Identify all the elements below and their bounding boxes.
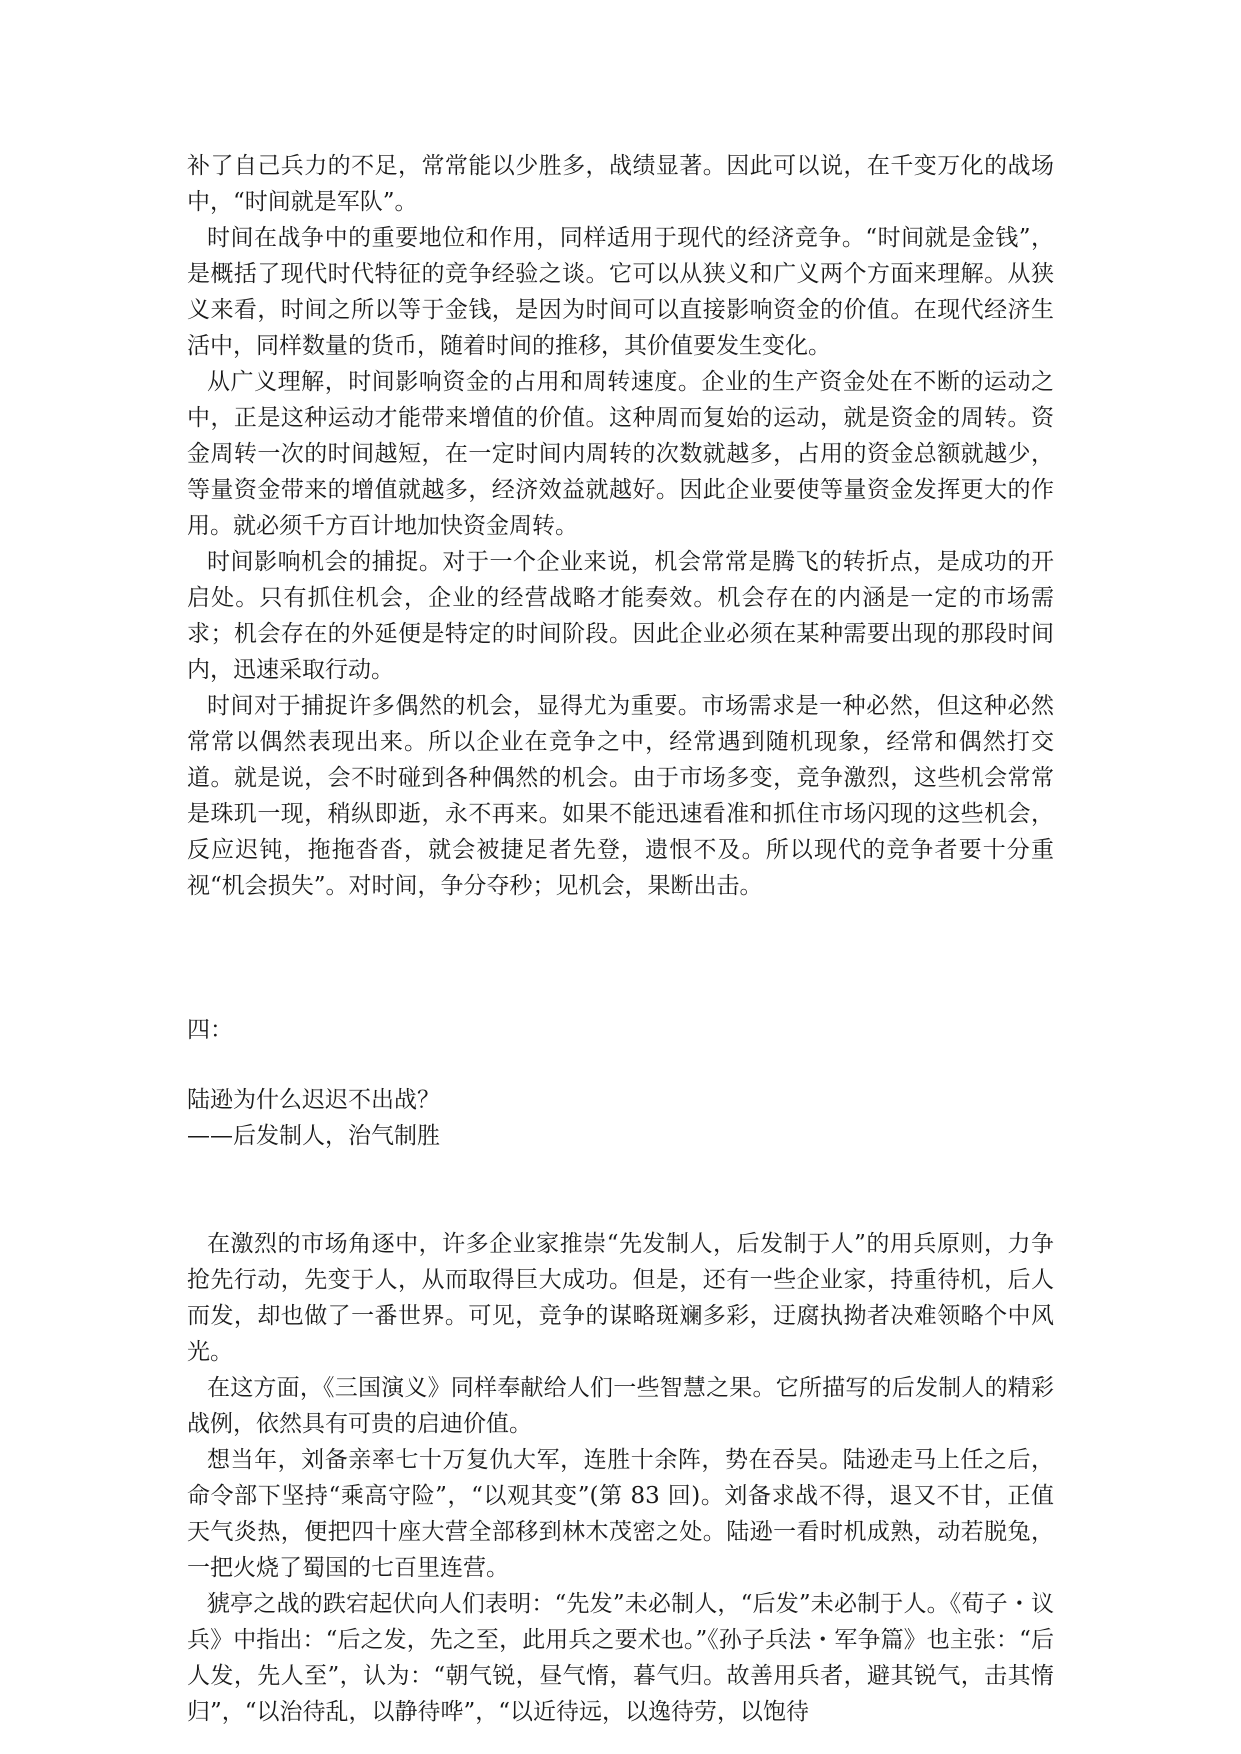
body-paragraph: 在激烈的市场角逐中，许多企业家推崇“先发制人，后发制于人”的用兵原则，力争抢先行动，先变于人，从而取得巨大成功。但是，还有一些企业家，持重待机，后人而发，却也做了一番世界。可见，竞争的谋略斑斓多彩，迂腐执拗者决难领略个中风光。	[187, 1231, 1054, 1365]
body-paragraph: 补了自己兵力的不足，常常能以少胜多，战绩显著。因此可以说，在千变万化的战场中，“时间就是军队”。	[187, 153, 1054, 215]
section-subtitle: ——后发制人，治气制胜	[187, 1123, 440, 1149]
body-paragraph: 时间在战争中的重要地位和作用，同样适用于现代的经济竞争。“时间就是金钱”，是概括了现代时代特征的竞争经验之谈。它可以从狭义和广义两个方面来理解。从狭义来看，时间之所以等于金钱，是因为时间可以直接影响资金的价值。在现代经济生活中，同样数量的货币，随着时间的推移，其价值要发生变化。	[187, 225, 1054, 359]
body-paragraph: 想当年，刘备亲率七十万复仇大军，连胜十余阵，势在吞吴。陆逊走马上任之后，命令部下坚持“乘高守险”，“以观其变”(第 83 回)。刘备求战不得，退又不甘，正值天气炎热，便把四十座大营全部移到林木茂密之处。陆逊一看时机成熟，动若脱兔，一把火烧了蜀国的七百里连营。	[187, 1447, 1054, 1581]
title-spacer	[187, 1154, 1054, 1226]
body-paragraph: 时间影响机会的捕捉。对于一个企业来说，机会常常是腾飞的转折点，是成功的开启处。只有抓住机会，企业的经营战略才能奏效。机会存在的内涵是一定的市场需求；机会存在的外延便是特定的时间阶段。因此企业必须在某种需要出现的那段时间内，迅速采取行动。	[187, 549, 1054, 683]
body-paragraph: 猇亭之战的跌宕起伏向人们表明：“先发”未必制人，“后发”未必制于人。《荀子・议兵》中指出：“后之发，先之至，此用兵之要术也。”《孙子兵法・军争篇》也主张：“后人发，先人至”，认为：“朝气锐，昼气惰，暮气归。故善用兵者，避其锐气，击其惰归”，“以治待乱，以静待哗”，“以近待远，以逸待劳，以饱待	[187, 1591, 1054, 1725]
section-number: 四：	[187, 1017, 233, 1043]
body-paragraph: 时间对于捕捉许多偶然的机会，显得尤为重要。市场需求是一种必然，但这种必然常常以偶然表现出来。所以企业在竞争之中，经常遇到随机现象，经常和偶然打交道。就是说，会不时碰到各种偶然的机会。由于市场多变，竞争激烈，这些机会常常是珠玑一现，稍纵即逝，永不再来。如果不能迅速看准和抓住市场闪现的这些机会，反应迟钝，拖拖沓沓，就会被捷足者先登，遗恨不及。所以现代的竞争者要十分重视“机会损失”。对时间，争分夺秒；见机会，果断出击。	[187, 693, 1054, 899]
section-title: 陆逊为什么迟迟不出战？	[187, 1087, 440, 1113]
document-page	[187, 148, 1054, 1730]
heading-spacer	[187, 1048, 1054, 1082]
body-paragraph: 在这方面，《三国演义》同样奉献给人们一些智慧之果。它所描写的后发制人的精彩战例，依然具有可贵的启迪价值。	[187, 1375, 1054, 1437]
body-paragraph: 从广义理解，时间影响资金的占用和周转速度。企业的生产资金处在不断的运动之中，正是这种运动才能带来增值的价值。这种周而复始的运动，就是资金的周转。资金周转一次的时间越短，在一定时间内周转的次数就越多，占用的资金总额就越少，等量资金带来的增值就越多，经济效益就越好。因此企业要使等量资金发挥更大的作用。就必须千方百计地加快资金周转。	[187, 369, 1054, 539]
section-spacer	[187, 904, 1054, 1012]
